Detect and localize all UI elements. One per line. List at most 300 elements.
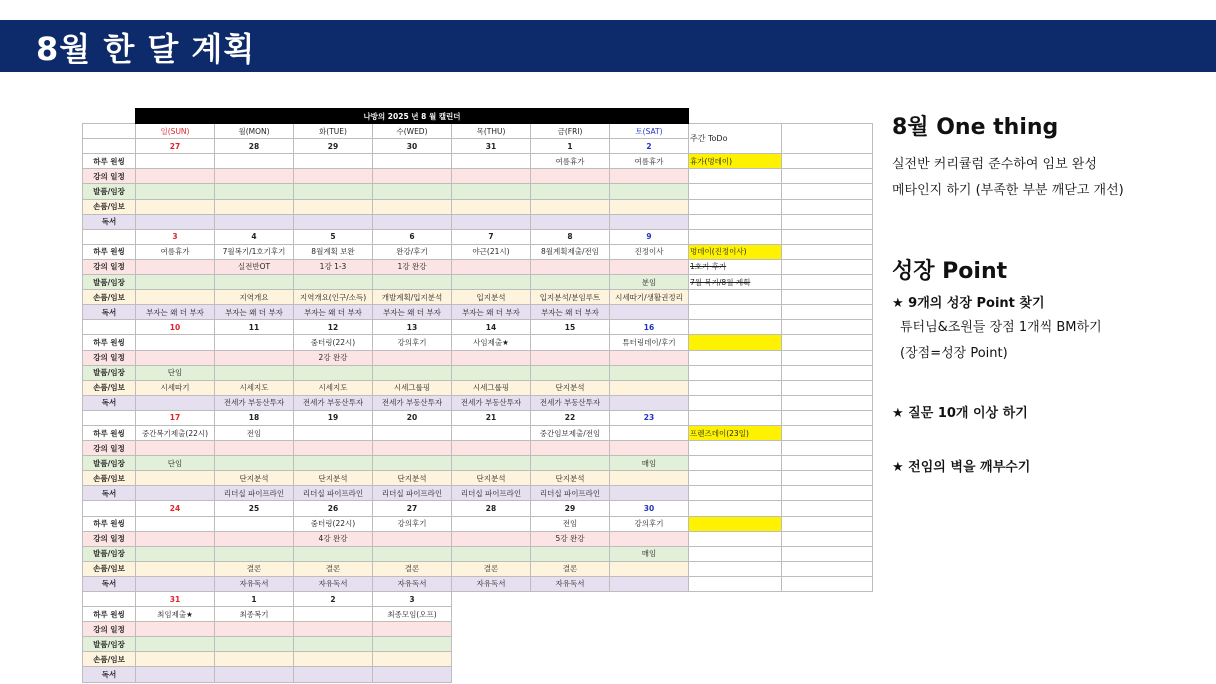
schedule-cell (373, 425, 452, 440)
activity-row (83, 576, 873, 591)
weekly-todo (689, 471, 782, 486)
weekday-header-row (83, 124, 873, 139)
row-label: 손품/임보 (83, 380, 136, 395)
schedule-cell (531, 350, 610, 365)
schedule-cell: 4강 완강 (294, 531, 373, 546)
schedule-cell (136, 652, 215, 667)
calendar (82, 108, 873, 683)
notes-empty (782, 501, 873, 516)
schedule-cell: 부자는 왜 더 부자 (215, 305, 294, 320)
row-label: 강의 일정 (83, 259, 136, 274)
date-cell: 28 (452, 501, 531, 516)
weekly-todo (689, 531, 782, 546)
todo-empty (689, 501, 782, 516)
activity-row (83, 380, 873, 395)
schedule-cell (452, 169, 531, 184)
schedule-cell: 단지분석 (215, 471, 294, 486)
schedule-cell (136, 637, 215, 652)
date-cell: 14 (452, 320, 531, 335)
weekday-header: 금(FRI) (531, 124, 610, 139)
schedule-cell (294, 214, 373, 229)
weekly-todo: 1호기 후기 (689, 259, 782, 274)
row-label: 손품/임보 (83, 471, 136, 486)
schedule-cell (294, 199, 373, 214)
date-cell: 29 (294, 139, 373, 154)
activity-row (83, 516, 873, 531)
schedule-cell: 부자는 왜 더 부자 (452, 305, 531, 320)
schedule-cell: 진정이사 (610, 244, 689, 259)
date-cell: 12 (294, 320, 373, 335)
notes-empty (782, 214, 873, 229)
activity-row (83, 395, 873, 410)
weekly-todo (689, 380, 782, 395)
weekly-todo: 7월 복기/8월 계획 (689, 275, 782, 290)
activity-row (83, 350, 873, 365)
schedule-cell: 최종복기 (215, 607, 294, 622)
weekly-todo (689, 441, 782, 456)
schedule-cell: 리더십 파이프라인 (452, 486, 531, 501)
schedule-cell (610, 380, 689, 395)
schedule-cell (294, 365, 373, 380)
weekly-todo (689, 456, 782, 471)
schedule-cell (294, 184, 373, 199)
schedule-cell (610, 305, 689, 320)
row-label: 발품/임장 (83, 184, 136, 199)
schedule-cell (373, 546, 452, 561)
date-cell: 28 (215, 139, 294, 154)
schedule-cell (294, 456, 373, 471)
row-label: 독서 (83, 305, 136, 320)
row-label: 강의 일정 (83, 441, 136, 456)
schedule-cell (215, 335, 294, 350)
empty-cell (452, 667, 873, 682)
date-cell: 22 (531, 410, 610, 425)
schedule-cell (215, 275, 294, 290)
notes-empty (782, 516, 873, 531)
growth-bullet: ★ 전임의 벽을 깨부수기 (892, 460, 1031, 475)
schedule-cell: 전세가 부동산투자 (215, 395, 294, 410)
row-label: 하루 원씽 (83, 425, 136, 440)
date-cell: 24 (136, 501, 215, 516)
empty-cell (452, 607, 873, 622)
schedule-cell (373, 622, 452, 637)
date-cell: 19 (294, 410, 373, 425)
schedule-cell (610, 486, 689, 501)
activity-row (83, 471, 873, 486)
notes-empty (782, 154, 873, 169)
date-cell: 3 (373, 592, 452, 607)
schedule-cell: 자유독서 (294, 576, 373, 591)
weekly-todo (689, 199, 782, 214)
schedule-cell (215, 637, 294, 652)
schedule-cell: 야근(21시) (452, 244, 531, 259)
schedule-cell: 부자는 왜 더 부자 (531, 305, 610, 320)
empty-cell (83, 109, 136, 124)
schedule-cell (452, 365, 531, 380)
empty-cell (452, 652, 873, 667)
schedule-cell (373, 652, 452, 667)
schedule-cell: 자유독서 (373, 576, 452, 591)
date-cell: 31 (136, 592, 215, 607)
row-label: 독서 (83, 576, 136, 591)
schedule-cell (452, 516, 531, 531)
schedule-cell (373, 441, 452, 456)
weekly-todo (689, 486, 782, 501)
date-cell: 26 (294, 501, 373, 516)
calendar-table (82, 108, 873, 683)
empty-cell (452, 637, 873, 652)
schedule-cell (531, 441, 610, 456)
schedule-cell: 매임 (610, 546, 689, 561)
schedule-cell (610, 441, 689, 456)
schedule-cell (136, 275, 215, 290)
schedule-cell (531, 546, 610, 561)
row-label: 발품/임장 (83, 456, 136, 471)
schedule-cell (610, 531, 689, 546)
schedule-cell: 최종모임(오프) (373, 607, 452, 622)
page-title: 8월 한 달 계획 (36, 30, 256, 68)
schedule-cell (294, 169, 373, 184)
growth-bullet-detail: 튜터님&조원들 장점 1개씩 BM하기 (900, 320, 1102, 335)
schedule-cell (215, 667, 294, 682)
schedule-cell: 전세가 부동산투자 (531, 395, 610, 410)
schedule-cell (373, 214, 452, 229)
schedule-cell: 강의후기 (610, 516, 689, 531)
activity-row (83, 607, 873, 622)
schedule-cell (294, 637, 373, 652)
schedule-cell: 1강 1-3 (294, 259, 373, 274)
activity-row (83, 546, 873, 561)
notes-empty (782, 425, 873, 440)
date-row (83, 592, 873, 607)
schedule-cell (610, 169, 689, 184)
schedule-cell (215, 622, 294, 637)
schedule-cell (294, 275, 373, 290)
activity-row (83, 486, 873, 501)
empty-cell (83, 501, 136, 516)
schedule-cell: 단지분석 (294, 471, 373, 486)
notes-empty (782, 275, 873, 290)
empty-cell (452, 622, 873, 637)
schedule-cell (136, 184, 215, 199)
row-label: 하루 원씽 (83, 335, 136, 350)
schedule-cell (294, 607, 373, 622)
date-cell: 29 (531, 501, 610, 516)
notes-empty (782, 184, 873, 199)
row-label: 손품/임보 (83, 561, 136, 576)
schedule-cell: 줌터링(22시) (294, 335, 373, 350)
row-label: 하루 원씽 (83, 154, 136, 169)
empty-cell (83, 320, 136, 335)
row-label: 강의 일정 (83, 169, 136, 184)
schedule-cell (452, 275, 531, 290)
schedule-cell: 단지분석 (531, 380, 610, 395)
schedule-cell: 리더십 파이프라인 (373, 486, 452, 501)
activity-row (83, 561, 873, 576)
schedule-cell (215, 652, 294, 667)
date-cell: 6 (373, 229, 452, 244)
schedule-cell (373, 637, 452, 652)
weekday-header: 수(WED) (373, 124, 452, 139)
schedule-cell (136, 335, 215, 350)
schedule-cell: 결론 (294, 561, 373, 576)
empty-cell (689, 109, 873, 124)
weekly-todo (689, 305, 782, 320)
todo-empty (689, 410, 782, 425)
date-cell: 31 (452, 139, 531, 154)
schedule-cell (215, 546, 294, 561)
weekday-header: 월(MON) (215, 124, 294, 139)
row-label: 독서 (83, 214, 136, 229)
schedule-cell: 부자는 왜 더 부자 (136, 305, 215, 320)
schedule-cell (294, 441, 373, 456)
date-row (83, 320, 873, 335)
activity-row (83, 275, 873, 290)
row-label: 발품/임장 (83, 275, 136, 290)
title-banner (0, 20, 1216, 72)
date-cell: 30 (610, 501, 689, 516)
schedule-cell (531, 456, 610, 471)
schedule-cell: 시세따기 (136, 380, 215, 395)
date-cell: 27 (373, 501, 452, 516)
notes-empty (782, 546, 873, 561)
row-label: 강의 일정 (83, 350, 136, 365)
row-label: 발품/임장 (83, 637, 136, 652)
schedule-cell (610, 199, 689, 214)
schedule-cell: 전임 (531, 516, 610, 531)
empty-cell (83, 124, 136, 139)
schedule-cell (531, 199, 610, 214)
schedule-cell (452, 199, 531, 214)
schedule-cell (136, 290, 215, 305)
schedule-cell: 8월계획 보완 (294, 244, 373, 259)
schedule-cell: 단임 (136, 365, 215, 380)
schedule-cell (610, 471, 689, 486)
row-label: 독서 (83, 395, 136, 410)
schedule-cell: 지역개요 (215, 290, 294, 305)
activity-row (83, 244, 873, 259)
schedule-cell: 리더십 파이프라인 (531, 486, 610, 501)
date-cell: 1 (215, 592, 294, 607)
notes-empty (782, 229, 873, 244)
todo-empty (689, 229, 782, 244)
date-cell: 30 (373, 139, 452, 154)
notes-empty (782, 456, 873, 471)
schedule-cell: 여름휴가 (531, 154, 610, 169)
schedule-cell (452, 350, 531, 365)
date-cell: 27 (136, 139, 215, 154)
schedule-cell (531, 259, 610, 274)
date-cell: 15 (531, 320, 610, 335)
schedule-cell: 리더십 파이프라인 (215, 486, 294, 501)
notes-empty (782, 259, 873, 274)
schedule-cell (215, 516, 294, 531)
schedule-cell: 여름휴가 (610, 154, 689, 169)
schedule-cell (136, 154, 215, 169)
date-cell: 5 (294, 229, 373, 244)
notes-empty (782, 531, 873, 546)
date-cell: 7 (452, 229, 531, 244)
growth-title: 성장 Point (892, 259, 1008, 284)
schedule-cell (531, 169, 610, 184)
schedule-cell (294, 667, 373, 682)
notes-empty (782, 199, 873, 214)
schedule-cell (136, 531, 215, 546)
schedule-cell: 최임제출★ (136, 607, 215, 622)
weekly-todo (689, 290, 782, 305)
schedule-cell (294, 425, 373, 440)
schedule-cell: 결론 (215, 561, 294, 576)
weekly-todo (689, 546, 782, 561)
schedule-cell (452, 441, 531, 456)
schedule-cell: 실전반OT (215, 259, 294, 274)
schedule-cell (610, 561, 689, 576)
schedule-cell (215, 199, 294, 214)
schedule-cell: 개발계획/입지분석 (373, 290, 452, 305)
schedule-cell (136, 169, 215, 184)
notes-empty (782, 305, 873, 320)
schedule-cell (136, 622, 215, 637)
schedule-cell (452, 214, 531, 229)
weekly-todo (689, 395, 782, 410)
weekday-header: 토(SAT) (610, 124, 689, 139)
schedule-cell (610, 350, 689, 365)
date-row (83, 410, 873, 425)
schedule-cell: 결론 (452, 561, 531, 576)
activity-row (83, 154, 873, 169)
schedule-cell: 중간임보제출/전임 (531, 425, 610, 440)
notes-empty (782, 561, 873, 576)
schedule-cell (136, 546, 215, 561)
row-label: 하루 원씽 (83, 516, 136, 531)
schedule-cell (373, 169, 452, 184)
schedule-cell (452, 184, 531, 199)
schedule-cell (136, 350, 215, 365)
schedule-cell (136, 486, 215, 501)
schedule-cell (610, 259, 689, 274)
empty-cell (83, 410, 136, 425)
schedule-cell: 자유독서 (452, 576, 531, 591)
weekly-todo (689, 350, 782, 365)
row-label: 강의 일정 (83, 622, 136, 637)
schedule-cell (294, 154, 373, 169)
schedule-cell: 1강 완강 (373, 259, 452, 274)
schedule-cell: 여름휴가 (136, 244, 215, 259)
weekly-todo (689, 365, 782, 380)
weekday-header: 화(TUE) (294, 124, 373, 139)
weekly-todo (689, 576, 782, 591)
date-cell: 8 (531, 229, 610, 244)
date-cell: 4 (215, 229, 294, 244)
schedule-cell (452, 456, 531, 471)
notes-empty (782, 365, 873, 380)
notes-empty (782, 320, 873, 335)
date-cell: 11 (215, 320, 294, 335)
empty-cell (452, 592, 873, 607)
schedule-cell: 시세따기/생활권정리 (610, 290, 689, 305)
schedule-cell: 줌터링(22시) (294, 516, 373, 531)
schedule-cell: 전세가 부동산투자 (452, 395, 531, 410)
date-row (83, 229, 873, 244)
row-label: 발품/임장 (83, 365, 136, 380)
date-row (83, 501, 873, 516)
notes-empty (782, 335, 873, 350)
date-cell: 13 (373, 320, 452, 335)
schedule-cell: 전세가 부동산투자 (373, 395, 452, 410)
schedule-cell (136, 441, 215, 456)
weekly-todo (689, 184, 782, 199)
schedule-cell (136, 516, 215, 531)
one-thing-line: 실전반 커리큘럼 준수하여 임보 완성 (892, 157, 1097, 172)
date-cell: 17 (136, 410, 215, 425)
weekly-todo: 프렌즈데이(23일) (689, 425, 782, 440)
schedule-cell: 입지분석 (452, 290, 531, 305)
schedule-cell (610, 365, 689, 380)
weekday-header: 일(SUN) (136, 124, 215, 139)
empty-cell (83, 139, 136, 154)
schedule-cell (136, 214, 215, 229)
calendar-title: 나방의 2025 년 8 월 캘린더 (136, 109, 689, 124)
schedule-cell: 매임 (610, 456, 689, 471)
schedule-cell: 강의후기 (373, 335, 452, 350)
schedule-cell (531, 214, 610, 229)
schedule-cell: 7월복기/1호기후기 (215, 244, 294, 259)
notes-empty (782, 471, 873, 486)
schedule-cell (215, 169, 294, 184)
schedule-cell (531, 275, 610, 290)
weekday-header: 목(THU) (452, 124, 531, 139)
schedule-cell: 시세지도 (294, 380, 373, 395)
schedule-cell: 8월계획제출/전임 (531, 244, 610, 259)
notes-empty (782, 410, 873, 425)
date-cell: 25 (215, 501, 294, 516)
schedule-cell (373, 154, 452, 169)
schedule-cell: 단지분석 (373, 471, 452, 486)
schedule-cell (136, 576, 215, 591)
date-cell: 21 (452, 410, 531, 425)
schedule-cell (373, 199, 452, 214)
schedule-cell (452, 154, 531, 169)
schedule-cell (215, 350, 294, 365)
activity-row (83, 365, 873, 380)
activity-row (83, 652, 873, 667)
schedule-cell: 부자는 왜 더 부자 (294, 305, 373, 320)
calendar-title-row (83, 109, 873, 124)
row-label: 손품/임보 (83, 290, 136, 305)
weekly-todo (689, 335, 782, 350)
activity-row (83, 637, 873, 652)
weekly-todo (689, 214, 782, 229)
weekly-todo: 멍데이(진정이사) (689, 244, 782, 259)
activity-row (83, 456, 873, 471)
growth-bullet-detail: (장점=성장 Point) (900, 346, 1008, 361)
schedule-cell: 자유독서 (215, 576, 294, 591)
weekly-todo: 휴가(멍데이) (689, 154, 782, 169)
schedule-cell (373, 350, 452, 365)
schedule-cell: 단임 (136, 456, 215, 471)
schedule-cell (215, 184, 294, 199)
empty-cell (782, 124, 873, 154)
schedule-cell (136, 395, 215, 410)
schedule-cell: 중간복기제출(22시) (136, 425, 215, 440)
schedule-cell (373, 456, 452, 471)
schedule-cell (215, 456, 294, 471)
schedule-cell (452, 531, 531, 546)
activity-row (83, 622, 873, 637)
date-cell: 3 (136, 229, 215, 244)
schedule-cell (452, 259, 531, 274)
schedule-cell: 부자는 왜 더 부자 (373, 305, 452, 320)
